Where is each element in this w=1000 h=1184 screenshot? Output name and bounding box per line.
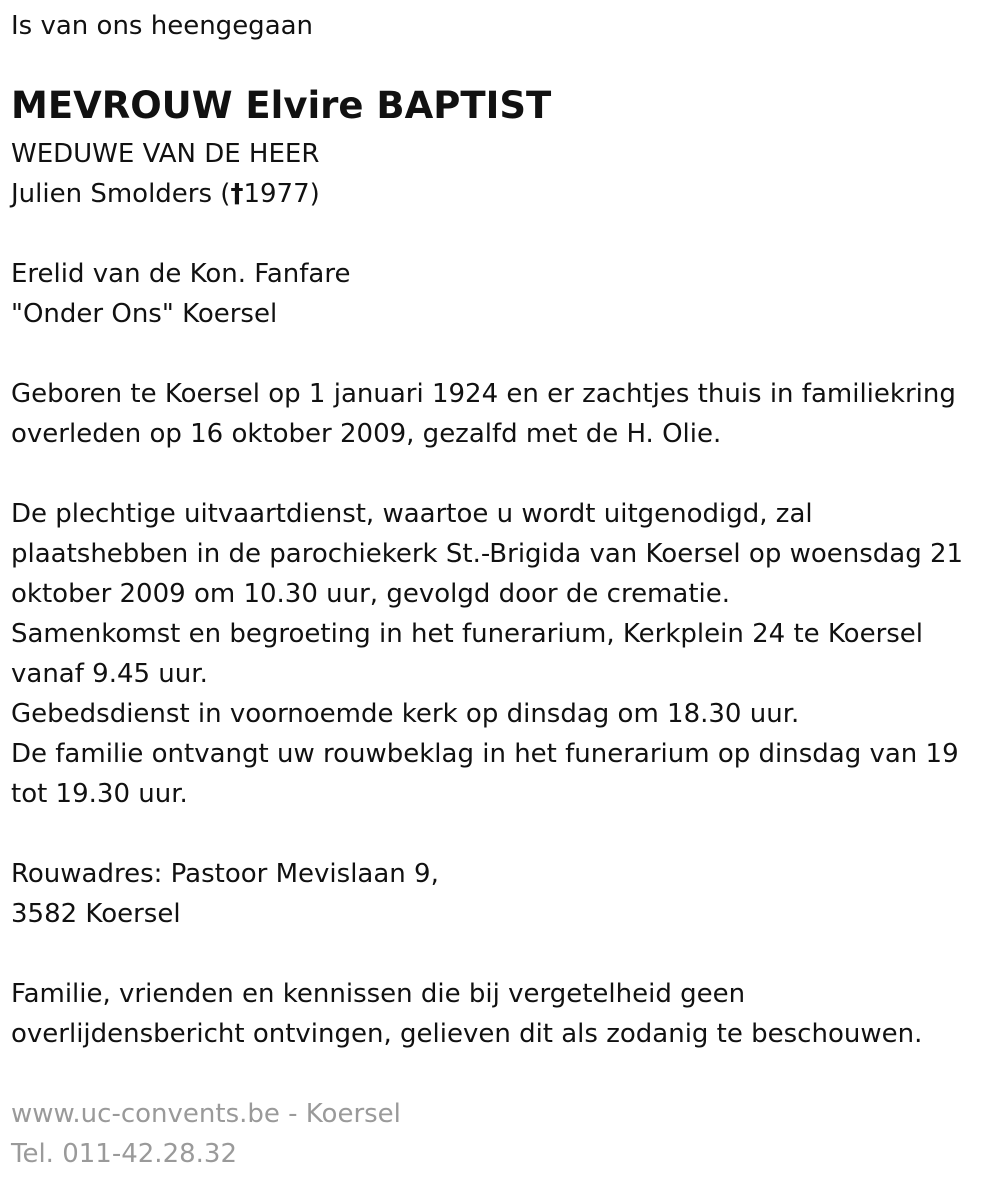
service-line: De plechtige uitvaartdienst, waartoe u wordt uitgenodigd, zal — [11, 499, 813, 529]
address-line-1: Rouwadres: Pastoor Mevislaan 9, — [11, 859, 439, 889]
spouse-name-prefix: Julien Smolders ( — [11, 179, 231, 209]
service-line: Gebedsdienst in voornoemde kerk op dinsdag om 18.30 uur. — [11, 699, 800, 729]
spouse-section — [11, 134, 320, 214]
honor-line-1: Erelid van de Kon. Fanfare — [11, 259, 351, 289]
notice-line-2: overlijdensbericht ontvingen, gelieven dit als zodanig te beschouwen. — [11, 1019, 923, 1049]
deceased-name: MEVROUW Elvire BAPTIST — [11, 84, 552, 127]
spouse-name — [11, 174, 320, 214]
intro-text: Is van ons heengegaan — [11, 11, 314, 41]
service-section — [11, 494, 963, 814]
birth-line-2: overleden op 16 oktober 2009, gezalfd met de H. Olie. — [11, 419, 722, 449]
address-line-2: 3582 Koersel — [11, 899, 181, 929]
service-line: vanaf 9.45 uur. — [11, 659, 208, 689]
footer-phone: Tel. 011-42.28.32 — [11, 1139, 238, 1169]
service-line: oktober 2009 om 10.30 uur, gevolgd door de crematie. — [11, 579, 730, 609]
honor-section — [11, 254, 350, 334]
birth-line-1: Geboren te Koersel op 1 januari 1924 en er zachtjes thuis in familiekring — [11, 379, 956, 409]
service-line: plaatshebben in de parochiekerk St.-Brigida van Koersel op woensdag 21 — [11, 539, 964, 569]
spouse-title: WEDUWE VAN DE HEER — [11, 139, 320, 169]
footer — [11, 1094, 401, 1174]
spouse-death-year: 1977) — [243, 179, 320, 209]
service-line: De familie ontvangt uw rouwbeklag in het funerarium op dinsdag van 19 — [11, 739, 959, 769]
service-line: tot 19.30 uur. — [11, 779, 188, 809]
address-section — [11, 854, 439, 934]
cross-icon: † — [230, 179, 244, 209]
honor-line-2: "Onder Ons" Koersel — [11, 299, 278, 329]
notice-section — [11, 974, 922, 1054]
birth-section — [11, 374, 956, 454]
notice-line-1: Familie, vrienden en kennissen die bij vergetelheid geen — [11, 979, 746, 1009]
footer-website: www.uc-convents.be - Koersel — [11, 1099, 401, 1129]
service-line: Samenkomst en begroeting in het funerarium, Kerkplein 24 te Koersel — [11, 619, 924, 649]
